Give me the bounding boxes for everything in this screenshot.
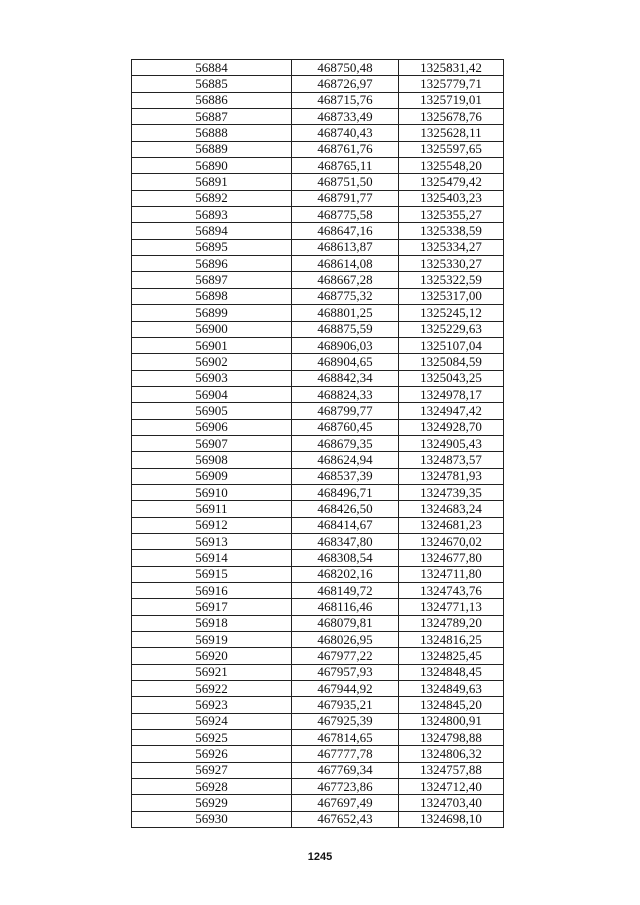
- point-number-cell: 56910: [132, 484, 292, 500]
- x-coordinate-cell: 468751,50: [292, 174, 399, 190]
- table-row: [132, 321, 504, 337]
- x-coordinate-cell: 468347,80: [292, 533, 399, 549]
- y-coordinate-cell: 1324873,57: [399, 452, 504, 468]
- y-coordinate-cell: 1324849,63: [399, 681, 504, 697]
- y-coordinate-cell: 1325548,20: [399, 158, 504, 174]
- x-coordinate-cell: 467944,92: [292, 681, 399, 697]
- point-number-cell: 56903: [132, 370, 292, 386]
- y-coordinate-cell: 1324739,35: [399, 484, 504, 500]
- point-number-cell: 56924: [132, 713, 292, 729]
- point-number-cell: 56905: [132, 403, 292, 419]
- y-coordinate-cell: 1324806,32: [399, 746, 504, 762]
- point-number-cell: 56895: [132, 239, 292, 255]
- x-coordinate-cell: 468775,58: [292, 207, 399, 223]
- y-coordinate-cell: 1324928,70: [399, 419, 504, 435]
- table-row: [132, 681, 504, 697]
- table-row: [132, 76, 504, 92]
- point-number-cell: 56906: [132, 419, 292, 435]
- table-row: [132, 730, 504, 746]
- point-number-cell: 56894: [132, 223, 292, 239]
- x-coordinate-cell: 468308,54: [292, 550, 399, 566]
- table-row: [132, 664, 504, 680]
- y-coordinate-cell: 1325043,25: [399, 370, 504, 386]
- table-row: [132, 468, 504, 484]
- table-row: [132, 746, 504, 762]
- y-coordinate-cell: 1324743,76: [399, 583, 504, 599]
- table-row: [132, 452, 504, 468]
- y-coordinate-cell: 1324905,43: [399, 435, 504, 451]
- y-coordinate-cell: 1324800,91: [399, 713, 504, 729]
- point-number-cell: 56930: [132, 811, 292, 827]
- point-number-cell: 56893: [132, 207, 292, 223]
- x-coordinate-cell: 468904,65: [292, 354, 399, 370]
- point-number-cell: 56920: [132, 648, 292, 664]
- table-row: [132, 288, 504, 304]
- point-number-cell: 56892: [132, 190, 292, 206]
- point-number-cell: 56897: [132, 272, 292, 288]
- y-coordinate-cell: 1325107,04: [399, 337, 504, 353]
- y-coordinate-cell: 1324825,45: [399, 648, 504, 664]
- coordinates-table: [131, 59, 504, 828]
- point-number-cell: 56923: [132, 697, 292, 713]
- point-number-cell: 56922: [132, 681, 292, 697]
- x-coordinate-cell: 467925,39: [292, 713, 399, 729]
- table-row: [132, 354, 504, 370]
- point-number-cell: 56901: [132, 337, 292, 353]
- x-coordinate-cell: 468791,77: [292, 190, 399, 206]
- point-number-cell: 56915: [132, 566, 292, 582]
- table-row: [132, 517, 504, 533]
- table-row: [132, 632, 504, 648]
- table-row: [132, 697, 504, 713]
- table-row: [132, 419, 504, 435]
- point-number-cell: 56921: [132, 664, 292, 680]
- x-coordinate-cell: 467935,21: [292, 697, 399, 713]
- x-coordinate-cell: 468614,08: [292, 256, 399, 272]
- point-number-cell: 56887: [132, 109, 292, 125]
- x-coordinate-cell: 468202,16: [292, 566, 399, 582]
- x-coordinate-cell: 468026,95: [292, 632, 399, 648]
- x-coordinate-cell: 468765,11: [292, 158, 399, 174]
- y-coordinate-cell: 1324757,88: [399, 762, 504, 778]
- table-row: [132, 795, 504, 811]
- table-body: [132, 60, 504, 828]
- y-coordinate-cell: 1324698,10: [399, 811, 504, 827]
- table-row: [132, 599, 504, 615]
- y-coordinate-cell: 1325403,23: [399, 190, 504, 206]
- x-coordinate-cell: 468761,76: [292, 141, 399, 157]
- y-coordinate-cell: 1325334,27: [399, 239, 504, 255]
- x-coordinate-cell: 468801,25: [292, 305, 399, 321]
- y-coordinate-cell: 1324845,20: [399, 697, 504, 713]
- table-row: [132, 550, 504, 566]
- x-coordinate-cell: 468537,39: [292, 468, 399, 484]
- x-coordinate-cell: 467777,78: [292, 746, 399, 762]
- y-coordinate-cell: 1324681,23: [399, 517, 504, 533]
- y-coordinate-cell: 1324771,13: [399, 599, 504, 615]
- y-coordinate-cell: 1325628,11: [399, 125, 504, 141]
- table-row: [132, 403, 504, 419]
- table-row: [132, 174, 504, 190]
- x-coordinate-cell: 468079,81: [292, 615, 399, 631]
- y-coordinate-cell: 1325678,76: [399, 109, 504, 125]
- y-coordinate-cell: 1324670,02: [399, 533, 504, 549]
- table-row: [132, 533, 504, 549]
- x-coordinate-cell: 468496,71: [292, 484, 399, 500]
- point-number-cell: 56927: [132, 762, 292, 778]
- point-number-cell: 56886: [132, 92, 292, 108]
- point-number-cell: 56919: [132, 632, 292, 648]
- x-coordinate-cell: 467977,22: [292, 648, 399, 664]
- table-row: [132, 337, 504, 353]
- y-coordinate-cell: 1325084,59: [399, 354, 504, 370]
- y-coordinate-cell: 1325719,01: [399, 92, 504, 108]
- point-number-cell: 56888: [132, 125, 292, 141]
- y-coordinate-cell: 1324789,20: [399, 615, 504, 631]
- y-coordinate-cell: 1324978,17: [399, 386, 504, 402]
- y-coordinate-cell: 1324712,40: [399, 779, 504, 795]
- point-number-cell: 56908: [132, 452, 292, 468]
- y-coordinate-cell: 1325831,42: [399, 60, 504, 76]
- point-number-cell: 56904: [132, 386, 292, 402]
- x-coordinate-cell: 468760,45: [292, 419, 399, 435]
- point-number-cell: 56916: [132, 583, 292, 599]
- table-row: [132, 648, 504, 664]
- point-number-cell: 56900: [132, 321, 292, 337]
- x-coordinate-cell: 468775,32: [292, 288, 399, 304]
- table-row: [132, 223, 504, 239]
- table-row: [132, 190, 504, 206]
- y-coordinate-cell: 1325597,65: [399, 141, 504, 157]
- y-coordinate-cell: 1324848,45: [399, 664, 504, 680]
- x-coordinate-cell: 467697,49: [292, 795, 399, 811]
- x-coordinate-cell: 468426,50: [292, 501, 399, 517]
- y-coordinate-cell: 1324816,25: [399, 632, 504, 648]
- table-row: [132, 811, 504, 827]
- x-coordinate-cell: 468875,59: [292, 321, 399, 337]
- point-number-cell: 56896: [132, 256, 292, 272]
- x-coordinate-cell: 468750,48: [292, 60, 399, 76]
- x-coordinate-cell: 468740,43: [292, 125, 399, 141]
- table-row: [132, 615, 504, 631]
- x-coordinate-cell: 468679,35: [292, 435, 399, 451]
- point-number-cell: 56898: [132, 288, 292, 304]
- table-row: [132, 435, 504, 451]
- point-number-cell: 56907: [132, 435, 292, 451]
- x-coordinate-cell: 468667,28: [292, 272, 399, 288]
- point-number-cell: 56885: [132, 76, 292, 92]
- x-coordinate-cell: 468733,49: [292, 109, 399, 125]
- table-row: [132, 484, 504, 500]
- table-row: [132, 779, 504, 795]
- table-row: [132, 60, 504, 76]
- table-row: [132, 125, 504, 141]
- x-coordinate-cell: 467723,86: [292, 779, 399, 795]
- point-number-cell: 56917: [132, 599, 292, 615]
- table-row: [132, 583, 504, 599]
- point-number-cell: 56913: [132, 533, 292, 549]
- point-number-cell: 56899: [132, 305, 292, 321]
- x-coordinate-cell: 467769,34: [292, 762, 399, 778]
- table-row: [132, 256, 504, 272]
- point-number-cell: 56890: [132, 158, 292, 174]
- y-coordinate-cell: 1325479,42: [399, 174, 504, 190]
- y-coordinate-cell: 1324683,24: [399, 501, 504, 517]
- x-coordinate-cell: 468149,72: [292, 583, 399, 599]
- point-number-cell: 56889: [132, 141, 292, 157]
- x-coordinate-cell: 468116,46: [292, 599, 399, 615]
- table-row: [132, 141, 504, 157]
- table-row: [132, 566, 504, 582]
- point-number-cell: 56912: [132, 517, 292, 533]
- point-number-cell: 56884: [132, 60, 292, 76]
- y-coordinate-cell: 1324677,80: [399, 550, 504, 566]
- table-row: [132, 370, 504, 386]
- y-coordinate-cell: 1324947,42: [399, 403, 504, 419]
- table-row: [132, 762, 504, 778]
- table-row: [132, 92, 504, 108]
- y-coordinate-cell: 1324798,88: [399, 730, 504, 746]
- table-row: [132, 109, 504, 125]
- x-coordinate-cell: 468647,16: [292, 223, 399, 239]
- y-coordinate-cell: 1325229,63: [399, 321, 504, 337]
- x-coordinate-cell: 468906,03: [292, 337, 399, 353]
- table-row: [132, 272, 504, 288]
- point-number-cell: 56902: [132, 354, 292, 370]
- x-coordinate-cell: 467957,93: [292, 664, 399, 680]
- table-row: [132, 239, 504, 255]
- y-coordinate-cell: 1325330,27: [399, 256, 504, 272]
- y-coordinate-cell: 1324703,40: [399, 795, 504, 811]
- y-coordinate-cell: 1324781,93: [399, 468, 504, 484]
- y-coordinate-cell: 1325355,27: [399, 207, 504, 223]
- point-number-cell: 56925: [132, 730, 292, 746]
- y-coordinate-cell: 1325245,12: [399, 305, 504, 321]
- page-number: 1245: [307, 851, 333, 863]
- point-number-cell: 56914: [132, 550, 292, 566]
- x-coordinate-cell: 467652,43: [292, 811, 399, 827]
- table-row: [132, 158, 504, 174]
- x-coordinate-cell: 468414,67: [292, 517, 399, 533]
- point-number-cell: 56928: [132, 779, 292, 795]
- y-coordinate-cell: 1325779,71: [399, 76, 504, 92]
- x-coordinate-cell: 468842,34: [292, 370, 399, 386]
- x-coordinate-cell: 468726,97: [292, 76, 399, 92]
- point-number-cell: 56909: [132, 468, 292, 484]
- x-coordinate-cell: 468824,33: [292, 386, 399, 402]
- table-row: [132, 207, 504, 223]
- x-coordinate-cell: 468715,76: [292, 92, 399, 108]
- y-coordinate-cell: 1325322,59: [399, 272, 504, 288]
- point-number-cell: 56929: [132, 795, 292, 811]
- table-row: [132, 386, 504, 402]
- point-number-cell: 56926: [132, 746, 292, 762]
- x-coordinate-cell: 468613,87: [292, 239, 399, 255]
- table-row: [132, 305, 504, 321]
- x-coordinate-cell: 467814,65: [292, 730, 399, 746]
- y-coordinate-cell: 1325338,59: [399, 223, 504, 239]
- point-number-cell: 56891: [132, 174, 292, 190]
- x-coordinate-cell: 468799,77: [292, 403, 399, 419]
- y-coordinate-cell: 1324711,80: [399, 566, 504, 582]
- point-number-cell: 56918: [132, 615, 292, 631]
- table-row: [132, 713, 504, 729]
- x-coordinate-cell: 468624,94: [292, 452, 399, 468]
- point-number-cell: 56911: [132, 501, 292, 517]
- y-coordinate-cell: 1325317,00: [399, 288, 504, 304]
- table-row: [132, 501, 504, 517]
